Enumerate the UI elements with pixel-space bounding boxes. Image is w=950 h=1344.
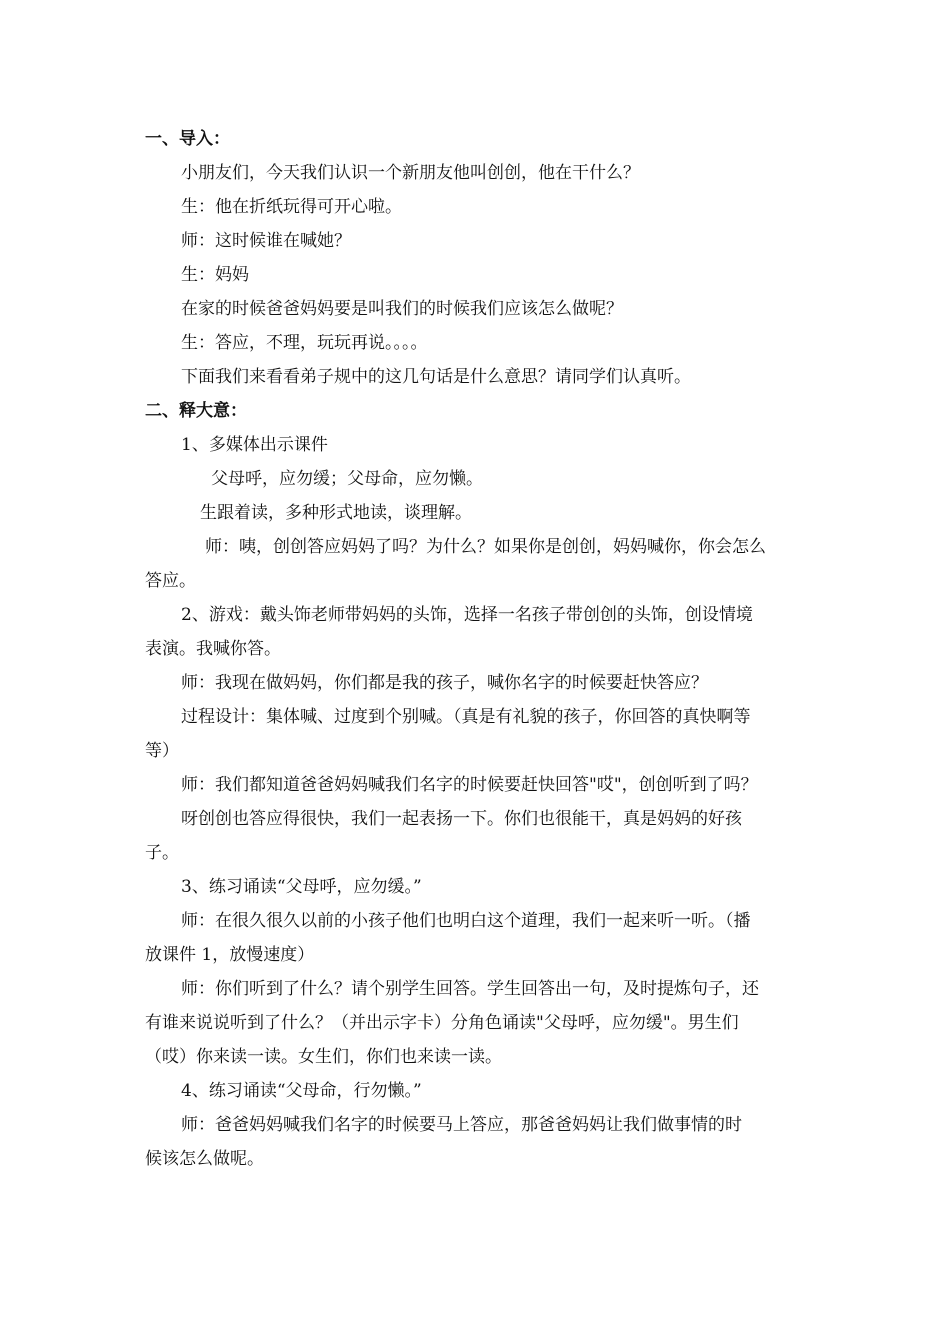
paragraph-line: 过程设计：集体喊、过度到个别喊。（真是有礼貌的孩子，你回答的真快啊等 [181,707,751,727]
paragraph-line: 子。 [145,843,179,863]
paragraph-line: （哎）你来读一读。女生们，你们也来读一读。 [145,1047,502,1067]
paragraph-line: 等） [145,741,179,761]
list-item: 1、多媒体出示课件 [181,435,328,455]
paragraph-line: 师：这时候谁在喊她？ [181,231,351,251]
paragraph-line: 放课件 1，放慢速度） [145,945,315,965]
paragraph-line: 表演。我喊你答。 [145,639,281,659]
paragraph-line: 师：在很久很久以前的小孩子他们也明白这个道理，我们一起来听一听。（播 [181,911,751,931]
document-page [145,122,810,1176]
paragraph-line: 师：你们听到了什么？请个别学生回答。学生回答出一句，及时提炼句子，还 [181,979,759,999]
paragraph-line: 生跟着读，多种形式地读，谈理解。 [200,503,472,523]
paragraph-line: 候该怎么做呢。 [145,1149,264,1169]
section-heading-meaning: 二、释大意： [145,401,247,421]
paragraph-line: 师：爸爸妈妈喊我们名字的时候要马上答应，那爸爸妈妈让我们做事情的时 [181,1115,742,1135]
paragraph-line: 师：咦，创创答应妈妈了吗？为什么？如果你是创创，妈妈喊你，你会怎么 [205,537,766,557]
paragraph-line: 生：答应，不理，玩玩再说。。。。 [181,333,428,353]
paragraph-line: 呀创创也答应得很快，我们一起表扬一下。你们也很能干，真是妈妈的好孩 [181,809,742,829]
list-item: 2、游戏：戴头饰老师带妈妈的头饰，选择一名孩子带创创的头饰，创设情境 [181,605,753,625]
paragraph-line: 下面我们来看看弟子规中的这几句话是什么意思？请同学们认真听。 [181,367,691,387]
paragraph-line: 在家的时候爸爸妈妈要是叫我们的时候我们应该怎么做呢？ [181,299,623,319]
list-item: 4、练习诵读“父母命，行勿懒。” [181,1081,422,1101]
paragraph-line: 生：他在折纸玩得可开心啦。 [181,197,402,217]
paragraph-line: 生：妈妈 [181,265,249,285]
paragraph-line: 师：我们都知道爸爸妈妈喊我们名字的时候要赶快回答"哎"，创创听到了吗？ [181,775,758,795]
paragraph-line: 有谁来说说听到了什么？（并出示字卡）分角色诵读"父母呼，应勿缓"。男生们 [145,1013,739,1033]
section-heading-intro: 一、导入： [145,129,230,149]
paragraph-line: 答应。 [145,571,196,591]
paragraph-line: 师：我现在做妈妈，你们都是我的孩子，喊你名字的时候要赶快答应？ [181,673,708,693]
paragraph-line: 小朋友们，今天我们认识一个新朋友他叫创创，他在干什么？ [181,163,640,183]
quote-line: 父母呼，应勿缓；父母命，应勿懒。 [211,469,483,489]
list-item: 3、练习诵读“父母呼，应勿缓。” [181,877,422,897]
